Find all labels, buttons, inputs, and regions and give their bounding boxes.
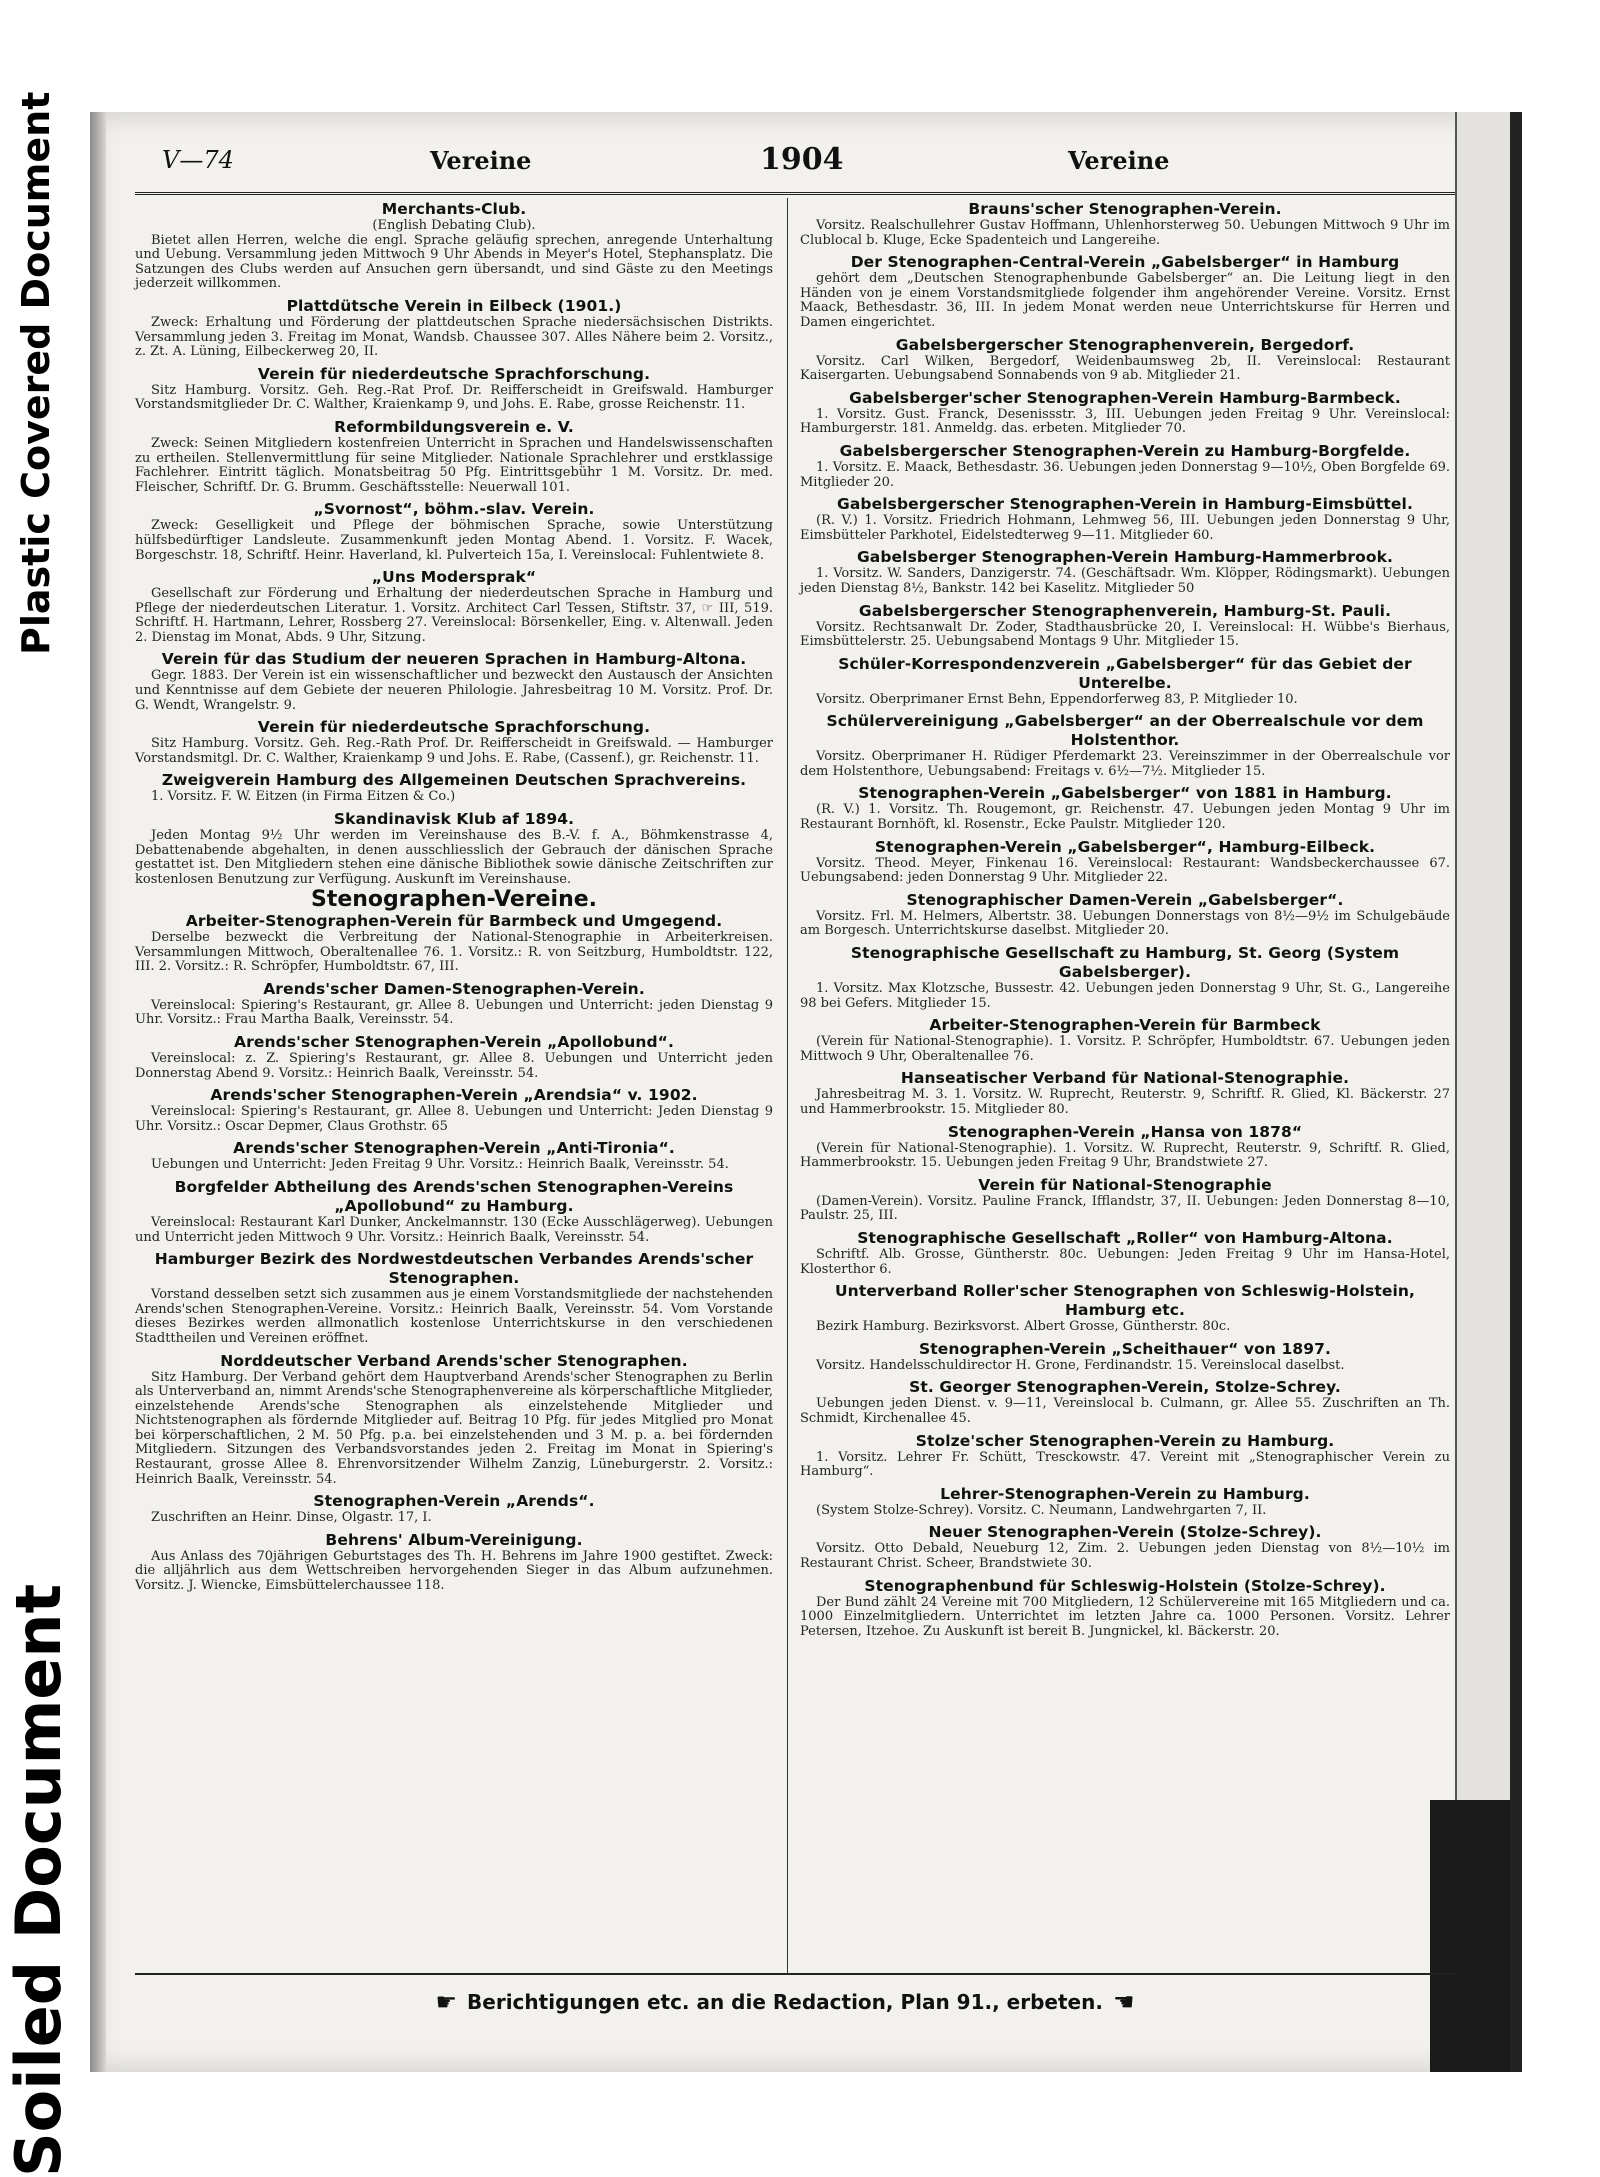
entry-title: Gabelsbergerscher Stenographenverein, Bergedorf. [895,335,1355,354]
entry-text: Vorsitz. Theod. Meyer, Finkenau 16. Vereinslocal: Restaurant: Wandsbeckerchaussee 67. Uebungsabend: jeden Donnerstag 9 Uhr. Mitglieder 22. [800,855,1450,886]
entry-title: Gabelsbergerscher Stenographenverein, Hamburg-St. Pauli. [858,601,1392,620]
entry-title: Arends'scher Damen-Stenographen-Verein. [263,979,645,998]
entry-title: Schüler-Korrespondenzverein „Gabelsberger“ für das Gebiet der Unterelbe. [838,654,1412,692]
entry-title: Stenographische Gesellschaft „Roller“ von Hamburg-Altona. [857,1228,1393,1247]
society-entry [800,1123,1450,1171]
pointing-hand-left-icon: ☚ [1112,1988,1135,2016]
entry-text: Schriftf. Alb. Grosse, Güntherstr. 80c. Uebungen: Jeden Freitag 9 Uhr im Hansa-Hotel, Klosterthor 6. [800,1246,1450,1277]
entry-title: Gabelsberger'scher Stenographen-Verein Hamburg-Barmbeck. [849,388,1401,407]
entry-text: 1. Vorsitz. Lehrer Fr. Schütt, Tresckowstr. 47. Vereint mit „Stenographischer Verein zu Hamburg“. [800,1449,1450,1480]
entry-text: (Verein für National-Stenographie). 1. Vorsitz. P. Schröpfer, Humboldtstr. 67. Uebungen jeden Mittwoch 9 Uhr, Oberaltenallee 76. [800,1034,1450,1064]
entry-title: Arends'scher Stenographen-Verein „Arendsia“ v. 1902. [210,1086,698,1105]
entry-title: Neuer Stenographen-Verein (Stolze-Schrey). [928,1523,1322,1542]
entry-title: Merchants-Club. [381,200,527,218]
entry-title: Arends'scher Stenographen-Verein „Anti-Tironia“. [233,1139,675,1158]
entry-title: Stenographische Gesellschaft zu Hamburg, St. Georg (System Gabelsberger). [850,944,1400,982]
entry-text: Gesellschaft zur Förderung und Erhaltung der niederdeutschen Sprache in Hamburg und Pflege der niederdeutschen Literatur. 1. Vorsitz. Architect Carl Tessen, Stiftstr. 37, ☞ III, 519. Schriftf. H. Hartmann, Lehrer, Rossberg 27. Vereinslocal: Börsenkeller, Eing. v. Altenwall. Jeden 2. Dienstag im Monat, Abds. 9 Uhr, Sitzung. [135,586,773,645]
binding-corner-dark [1430,1800,1510,2072]
entry-text: Zweck: Geselligkeit und Pflege der böhmischen Sprache, sowie Unterstützung hülfsbedürftiger Landsleute. Zusammenkunft jeden Montag Abend. 1. Vorsitz. F. Wacek, Borgeschstr. 18, Schriftf. Heinr. Haverland, kl. Pulverteich 15a, I. Vereinslocal: Fuhlentwiete 8. [135,518,773,563]
entry-title: Skandinavisk Klub af 1894. [333,810,575,829]
society-entry [800,1229,1450,1277]
entry-title: Arbeiter-Stenographen-Verein für Barmbeck [929,1016,1321,1035]
entry-title: Schülervereinigung „Gabelsberger“ an der Oberrealschule vor dem Holstenthor. [826,712,1424,750]
plastic-covered-label: Plastic Covered Document [14,91,58,655]
entry-text: Vorsitz. Realschullehrer Gustav Hoffmann, Uhlenhorsterweg 50. Uebungen Mittwoch 9 Uhr im Clublocal b. Kluge, Ecke Spadenteich und Langereihe. [800,218,1450,248]
entry-title: Stenographischer Damen-Verein „Gabelsberger“. [906,890,1344,909]
entry-text: Bezirk Hamburg. Bezirksvorst. Albert Grosse, Güntherstr. 80c. [816,1319,1231,1335]
society-entry [135,718,773,766]
soiled-document-label: Soiled Document [2,1583,75,2177]
entry-text: Vereinslocal: Restaurant Karl Dunker, Anckelmannstr. 130 (Ecke Ausschlägerweg). Uebungen und Unterricht jeden Mittwoch 9 Uhr. Vorsitz.: Heinrich Baalk, Vereinsstr. 54. [135,1214,773,1245]
right-column [800,200,1450,1644]
entry-text: (Verein für National-Stenographie). 1. Vorsitz. W. Ruprecht, Reuterstr. 9, Schriftf. R. Glied, Hammerbrookstr. 15. Uebungen jeden Freitag 9 Uhr, Brandstwiete 27. [800,1140,1450,1171]
society-entry [135,1139,773,1173]
society-entry [135,365,773,413]
entry-text: Bietet allen Herren, welche die engl. Sprache geläufig sprechen, anregende Unterhaltung und Uebung. Versammlung jeden Mittwoch 9 Uhr Abends in Meyer's Hotel, Stephansplatz. Die Satzungen des Clubs werden auf Ansuchen gern übersandt, und sind Gäste zu den Meetings jederzeit willkommen. [135,232,773,292]
entry-text: Der Bund zählt 24 Vereine mit 700 Mitgliedern, 12 Schülervereine mit 165 Mitgliedern und ca. 1000 Einzelmitgliedern. Unterrichtet im letzten Jahre ca. 1000 Personen. Vorsitz. Lehrer Petersen, Itzehoe. Zu Auskunft ist bereit B. Jungnickel, kl. Bäckerstr. 20. [800,1594,1450,1639]
left-column [135,200,773,1599]
society-entry [135,810,773,887]
footer-notice [385,1988,1185,2016]
society-entry [135,1086,773,1134]
society-entry [800,1340,1450,1374]
entry-title: Stenographen-Verein „Arends“. [313,1492,595,1511]
society-entry [135,1492,773,1526]
society-entry [135,1250,773,1346]
society-entry [135,1033,773,1081]
entry-text: Vorsitz. Carl Wilken, Bergedorf, Weidenbaumsweg 2b, II. Vereinslocal: Restaurant Kaisergarten. Uebungsabend Sonnabends von 9 ab. Mitglieder 21. [800,353,1450,384]
header-rule [135,192,1455,195]
entry-text: (System Stolze-Schrey). Vorsitz. C. Neumann, Landwehrgarten 7, II. [816,1502,1267,1518]
entry-text: Gegr. 1883. Der Verein ist ein wissenschaftlicher und bezweckt den Austausch der Ansichten und Kenntnisse auf dem Gebiete der neueren Philologie. Jahresbeitrag 10 M. Vorsitz. Prof. Dr. G. Wendt, Wrangelstr. 9. [135,668,773,713]
society-entry [135,771,773,805]
society-entry [800,602,1450,650]
entry-title: Der Stenographen-Central-Verein „Gabelsberger“ in Hamburg [850,253,1400,272]
scanner-side-strip [0,0,78,2177]
header-title-right: Vereine [1068,146,1170,175]
society-entry [800,1432,1450,1480]
society-entry [135,200,773,292]
entry-text: Sitz Hamburg. Der Verband gehört dem Hauptverband Arends'scher Stenographen zu Berlin als Unterverband an, nimmt Arends'sche Stenographenvereine als körperschaftliche Mitglieder, einzelstehende Arends'sche Stenographen als einzelstehende Mitglieder und Nichtstenographen als fördernde Mitglieder auf. Beitrag 10 Pfg. für jedes Mitglied pro Monat bei körperschaftlichen, 2 M. 50 Pfg. p.a. bei einzelstehenden und 3 M. p. a. bei fördernden Mitgliedern. Sitzungen des Verbandsvorstandes jeden 2. Freitag im Monat in Spiering's Restaurant, grosse Allee 8. Ehrenvorsitzender Wilhelm Zanzig, Lüneburgerstr. 2. Vorsitz.: Heinrich Baalk, Vereinsstr. 54. [135,1369,773,1487]
society-entry [800,655,1450,708]
entry-title: Verein für niederdeutsche Sprachforschung. [257,364,651,383]
entry-text: 1. Vorsitz. Max Klotzsche, Bussestr. 42. Uebungen jeden Donnerstag 9 Uhr, St. G., Langereihe 98 bei Gefers. Mitglieder 15. [800,981,1450,1011]
entry-text: Zweck: Seinen Mitgliedern kostenfreien Unterricht in Sprachen und Handelswissenschaften zu ertheilen. Stellenvermittlung für seine Mitglieder. Nationale Sprachlehrer und erstklassige Fachlehrer. Eintritt täglich. Monatsbeitrag 50 Pfg. Eintrittsgebühr 1 M. Vorsitz. Dr. med. Fleischer, Schriftf. Dr. G. Brumm. Geschäftsstelle: Neuerwall 101. [135,435,773,495]
footer-text: Berichtigungen etc. an die Redaction, Plan 91., erbeten. [467,1990,1103,2014]
entry-text: Zuschriften an Heinr. Dinse, Olgastr. 17, I. [151,1510,432,1526]
entry-text: Vorsitz. Oberprimaner Ernst Behn, Eppendorferweg 83, P. Mitglieder 10. [816,691,1298,707]
entry-text: Derselbe bezweckt die Verbreitung der National-Stenographie in Arbeiterkreisen. Versammlungen Mittwoch, Oberaltenallee 76. 1. Vorsitz.: R. von Seitzburg, Humboldtstr. 122, III. 2. Vorsitz.: R. Schröpfer, Humboldtstr. 67, III. [135,930,773,975]
entry-title: Brauns'scher Stenographen-Verein. [968,200,1282,218]
entry-text: (R. V.) 1. Vorsitz. Th. Rougemont, gr. Reichenstr. 47. Uebungen jeden Montag 9 Uhr im Restaurant Bornhöft, kl. Rosenstr., Ecke Paulstr. Mitglieder 120. [800,802,1450,833]
society-entry [800,1069,1450,1117]
entry-text: Sitz Hamburg. Vorsitz. Geh. Reg.-Rath Prof. Dr. Reifferscheidt in Greifswald. — Hamburger Vorstandsmitgl. Dr. C. Walther, Kraienkamp 9 und Johs. E. Rabe, (Cassenf.), gr. Reichenstr. 11. [135,736,773,766]
society-entry [135,650,773,713]
society-entry [800,1577,1450,1640]
society-entry [800,548,1450,596]
entry-title: Zweigverein Hamburg des Allgemeinen Deutschen Sprachvereins. [161,771,747,790]
entry-title: Stenographen-Verein „Hansa von 1878“ [947,1122,1303,1141]
society-entry [800,891,1450,939]
entry-title: Gabelsbergerscher Stenographen-Verein in Hamburg-Eimsbüttel. [837,495,1413,514]
society-entry [800,336,1450,384]
society-entry [800,389,1450,437]
entry-title: Hanseatischer Verband für National-Stenographie. [900,1069,1350,1088]
entry-title: Stenographen-Verein „Scheithauer“ von 1897. [918,1339,1332,1358]
society-entry [800,1485,1450,1519]
header-year: 1904 [760,142,844,177]
binding-edge [1510,112,1522,2072]
page-right-margin [1455,112,1512,2072]
society-entry [800,253,1450,330]
entry-text: 1. Vorsitz. E. Maack, Bethesdastr. 36. Uebungen jeden Donnerstag 9—10½, Oben Borgfelde 69. Mitglieder 20. [800,459,1450,490]
entry-title: Verein für niederdeutsche Sprachforschung. [257,718,651,737]
entry-text: Vorsitz. Frl. M. Helmers, Albertstr. 38. Uebungen Donnerstags von 8½—9½ im Schulgebäude am Borgesch. Unterrichtskurse daselbst. Mitglieder 20. [800,908,1450,939]
page-left-shadow [90,112,106,2072]
entry-text: Vorsitz. Rechtsanwalt Dr. Zoder, Stadthausbrücke 20, I. Vereinslocal: H. Wübbe's Bierhaus, Eimsbüttelerstr. 25. Uebungsabend Montags 9 Uhr. Mitglieder 15. [800,619,1450,650]
entry-text: 1. Vorsitz. F. W. Eitzen (in Firma Eitzen & Co.) [151,789,456,805]
society-entry [800,1016,1450,1064]
section-heading: Stenographen-Vereine. [310,887,598,913]
society-entry [135,297,773,360]
entry-title: Stenographen-Verein „Gabelsberger“, Hamburg-Eilbeck. [874,837,1376,856]
entry-text: (R. V.) 1. Vorsitz. Friedrich Hohmann, Lehmweg 56, III. Uebungen jeden Donnerstag 9 Uhr, Eimsbütteler Parkhotel, Eidelstedterweg 9—11. Mitglieder 60. [800,513,1450,543]
entry-subtitle: (English Debating Club). [372,218,536,233]
entry-title: Lehrer-Stenographen-Verein zu Hamburg. [940,1484,1310,1503]
society-entry [135,500,773,563]
entry-title: Arbeiter-Stenographen-Verein für Barmbeck und Umgegend. [185,912,723,930]
society-entry [800,1282,1450,1335]
entry-text: Vereinslocal: z. Z. Spiering's Restaurant, gr. Allee 8. Uebungen und Unterricht jeden Donnerstag Abend 9. Vorsitz.: Heinrich Baalk, Vereinsstr. 54. [135,1050,773,1081]
society-entry [135,912,773,975]
society-entry [135,418,773,495]
entry-text: Vorsitz. Handelsschuldirector H. Grone, Ferdinandstr. 15. Vereinslocal daselbst. [816,1357,1345,1373]
entry-title: Hamburger Bezirk des Nordwestdeutschen Verbandes Arends'scher Stenographen. [154,1250,754,1288]
entry-title: Stolze'scher Stenographen-Verein zu Hamburg. [915,1431,1335,1450]
entry-text: Vereinslocal: Spiering's Restaurant, gr. Allee 8. Uebungen und Unterricht: jeden Dienstag 9 Uhr. Vorsitz.: Frau Martha Baalk, Vereinsstr. 54. [135,997,773,1028]
page-number: V—74 [162,146,234,174]
society-entry [135,1178,773,1245]
entry-title: Reformbildungsverein e. V. [334,417,574,436]
society-entry [800,712,1450,779]
entry-text: Vorsitz. Otto Debald, Neueburg 12, Zim. 2. Uebungen jeden Dienstag von 8½—10½ im Restaurant Christ. Scheer, Brandstwiete 30. [800,1541,1450,1571]
entry-text: Vorsitz. Oberprimaner H. Rüdiger Pferdemarkt 23. Vereinszimmer in der Oberrealschule vor dem Holstenthore, Uebungsabend: Freitags v. 6½—7½. Mitglieder 15. [800,749,1450,779]
entry-text: Zweck: Erhaltung und Förderung der plattdeutschen Sprache niedersächsischen Distrikts. Versammlung jeden 3. Freitag im Monat, Wandsb. Chaussee 307. Alles Nähere beim 2. Vorsitz., z. Zt. A. Lüning, Eilbeckerweg 20, II. [135,314,773,360]
entry-title: „Svornost“, böhm.-slav. Verein. [313,500,595,519]
society-entry [800,495,1450,543]
entry-title: Gabelsberger Stenographen-Verein Hamburg-Hammerbrook. [856,548,1394,567]
entry-text: gehört dem „Deutschen Stenographenbunde Gabelsberger“ an. Die Leitung liegt in den Händen von je einem Vorstandsmitgliede folgender ihm angehörender Vereine. Vorsitz. Ernst Maack, Bethesdastr. 36, III. In jedem Monat werden neue Unterrichtskurse für Herren und Damen eingerichtet. [800,271,1450,330]
entry-title: Arends'scher Stenographen-Verein „Apollobund“. [234,1032,674,1051]
society-entry [135,980,773,1028]
society-entry [800,838,1450,886]
society-entry [135,568,773,645]
entry-text: Jeden Montag 9½ Uhr werden im Vereinshause des B.-V. f. A., Böhmkenstrasse 4, Debattenabende abgehalten, in denen ausschliesslich der Gebrauch der dänischen Sprache gestattet ist. Den Mitgliedern stehen eine dänische Bibliothek sowie dänische Zeitschriften zur kostenlosen Benutzung zur Verfügung. Auskunft im Vereinshause. [135,828,773,887]
society-entry [800,442,1450,490]
entry-text: (Damen-Verein). Vorsitz. Pauline Franck, Ifflandstr, 37, II. Uebungen: Jeden Donnerstag 8—10, Paulstr. 25, III. [800,1193,1450,1224]
society-entry [800,1523,1450,1571]
entry-title: Stenographen-Verein „Gabelsberger“ von 1881 in Hamburg. [858,784,1392,803]
entry-title: St. Georger Stenographen-Verein, Stolze-Schrey. [909,1378,1341,1397]
entry-title: Verein für National-Stenographie [978,1175,1272,1194]
pointing-hand-right-icon: ☛ [435,1988,458,2016]
entry-title: Verein für das Studium der neueren Sprachen in Hamburg-Altona. [161,650,747,669]
entry-title: Behrens' Album-Vereinigung. [325,1530,583,1549]
entry-text: 1. Vorsitz. W. Sanders, Danzigerstr. 74. (Geschäftsadr. Wm. Klöpper, Rödingsmarkt). Uebungen jeden Dienstag 8½, Bankstr. 142 bei Kaselitz. Mitglieder 50 [800,566,1450,596]
entry-text: Aus Anlass des 70jährigen Geburtstages des Th. H. Behrens im Jahre 1900 gestiftet. Zweck: die alljährlich aus dem Wettschreiben hervorgehenden Sieger in das Album aufzunehmen. Vorsitz. J. Wiencke, Eimsbüttelerchaussee 118. [135,1548,773,1594]
entry-title: Plattdütsche Verein in Eilbeck (1901.) [286,296,622,315]
society-entry [800,784,1450,832]
entry-text: Uebungen und Unterricht: Jeden Freitag 9 Uhr. Vorsitz.: Heinrich Baalk, Vereinsstr. 54. [151,1157,729,1173]
entry-text: 1. Vorsitz. Gust. Franck, Desenissstr. 3, III. Uebungen jeden Freitag 9 Uhr. Vereinslocal: Hamburgerstr. 181. Anmeldg. das. erbeten. Mitglieder 70. [800,406,1450,437]
entry-title: Norddeutscher Verband Arends'scher Stenographen. [220,1351,688,1370]
society-entry [800,1378,1450,1426]
header-title-left: Vereine [430,146,532,175]
entry-text: Vorstand desselben setzt sich zusammen aus je einem Vorstandsmitgliede der nachstehenden Arends'schen Stenographen-Vereine. Vorsitz.: Heinrich Baalk, Vereinsstr. 54. Vom Vorstande dieses Bezirkes werden allmonatlich kostenlose Unterrichtskurse in den verschiedenen Stadttheilen und Vereinen eröffnet. [135,1287,773,1346]
entry-title: Gabelsbergerscher Stenographen-Verein zu Hamburg-Borgfelde. [839,441,1411,460]
entry-title: Stenographenbund für Schleswig-Holstein (Stolze-Schrey). [864,1576,1386,1595]
society-entry [800,944,1450,1011]
entry-title: Borgfelder Abtheilung des Arends'schen Stenographen-Vereins „Apollobund“ zu Hamburg. [174,1177,734,1215]
entry-title: Unterverband Roller'scher Stenographen von Schleswig-Holstein, Hamburg etc. [835,1282,1415,1320]
society-entry [135,1531,773,1594]
entry-text: Sitz Hamburg. Vorsitz. Geh. Reg.-Rat Prof. Dr. Reifferscheidt in Greifswald. Hamburger Vorstandsmitglieder Dr. C. Walther, Kraienkamp 9, und Johs. E. Rabe, grosse Reichenstr. 11. [135,382,773,413]
entry-title: „Uns Modersprak“ [371,568,537,587]
bottom-rule [135,1973,1455,1975]
column-divider [787,198,788,1973]
society-entry [800,200,1450,248]
society-entry [135,1352,773,1488]
society-entry [800,1176,1450,1224]
entry-text: Jahresbeitrag M. 3. 1. Vorsitz. W. Ruprecht, Reuterstr. 9, Schriftf. R. Glied, Kl. Bäckerstr. 27 und Hammerbrookstr. 15. Mitglieder 80. [800,1087,1450,1117]
entry-text: Vereinslocal: Spiering's Restaurant, gr. Allee 8. Uebungen und Unterricht: Jeden Dienstag 9 Uhr. Vorsitz.: Oscar Depmer, Claus Grothstr. 65 [135,1104,773,1134]
entry-text: Uebungen jeden Dienst. v. 9—11, Vereinslocal b. Culmann, gr. Allee 55. Zuschriften an Th. Schmidt, Kirchenallee 45. [800,1396,1450,1426]
